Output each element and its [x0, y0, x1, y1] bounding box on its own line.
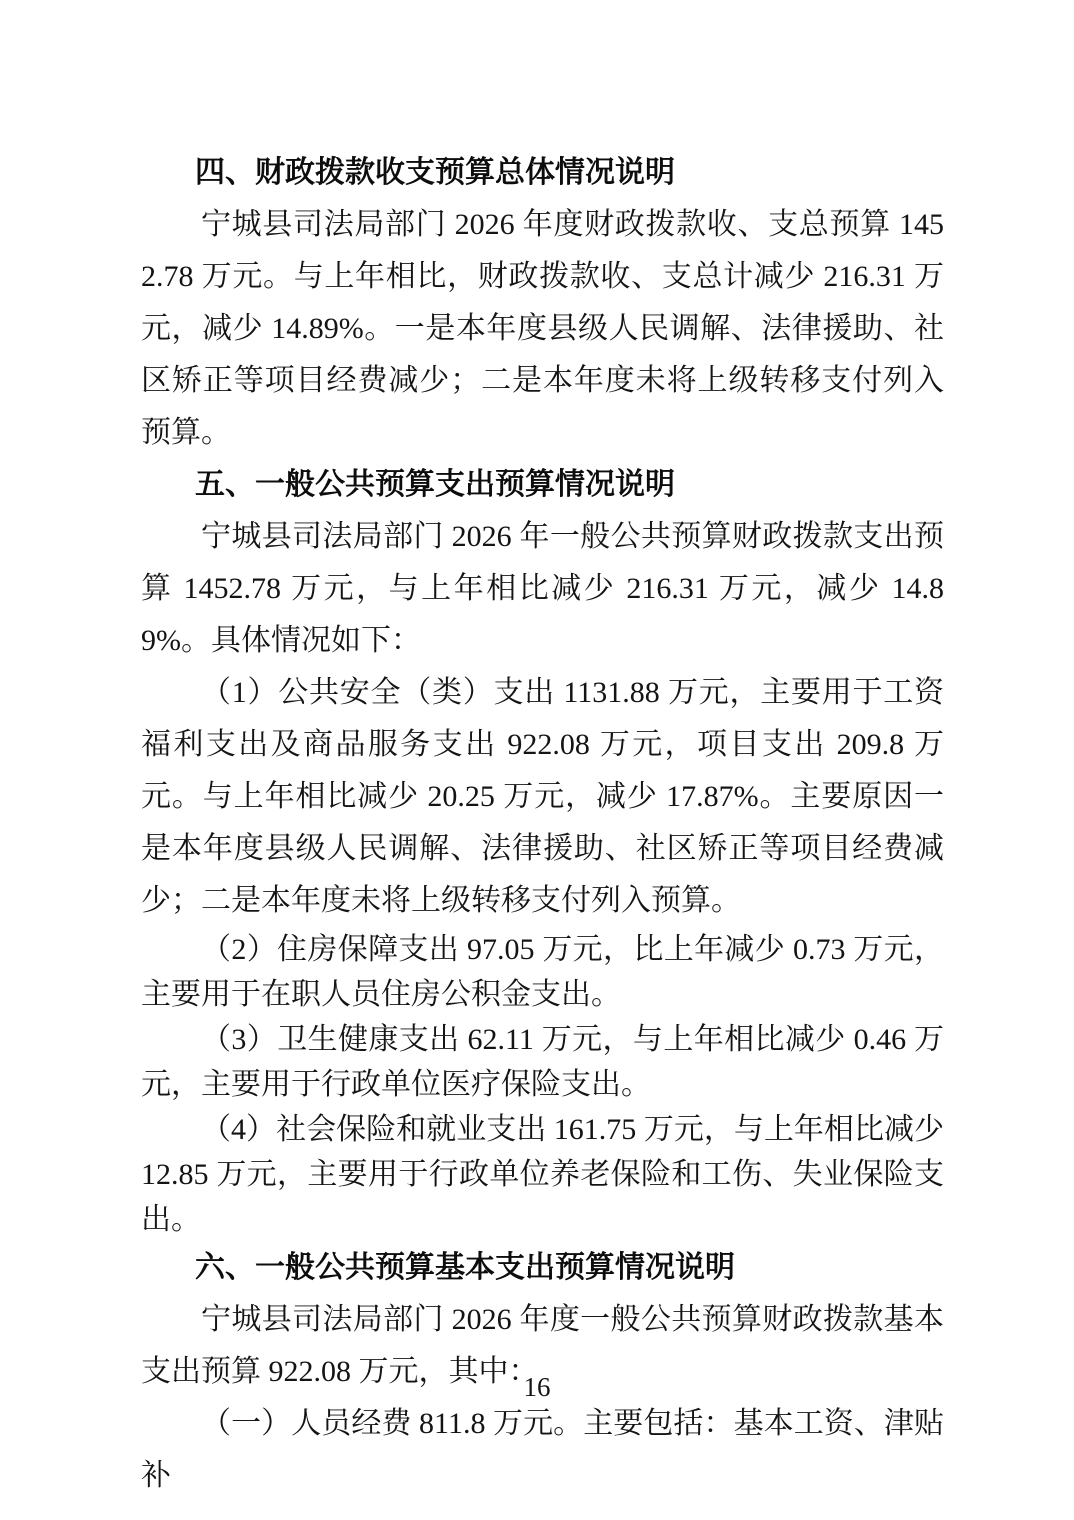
para-personnel-expense: （一）人员经费 811.8 万元。主要包括：基本工资、津贴补: [141, 1407, 944, 1492]
para-basic-expenditure-summary: 宁城县司法局部门 2026 年度一般公共预算财政拨款基本支出预算 922.08 万元，其中：: [141, 1303, 944, 1388]
document-content: [141, 147, 944, 1502]
para-item-1-public-safety-expenditure: （1）公共安全（类）支出 1131.88 万元，主要用于工资福利支出及商品服务支出 922.08 万元，项目支出 209.8 万元。与上年相比减少 20.25 万元，减少 17.87%。主要原因一是本年度县级人民调解、法律援助、社区矫正等项目经费减少；二是本年度未将上级转移支付列入预算。: [141, 676, 944, 917]
para-fiscal-appropriation-total: 宁城县司法局部门 2026 年度财政拨款收、支总预算 1452.78 万元。与上年相比，财政拨款收、支总计减少 216.31 万元，减少 14.89%。一是本年度县级人民调解、法律援助、社区矫正等项目经费减少；二是本年度未将上级转移支付列入预算。: [141, 208, 944, 449]
heading-section-four-fiscal-appropriation-overview: 四、财政拨款收支预算总体情况说明: [195, 156, 675, 189]
para-item-4-social-insurance-expenditure: （4）社会保险和就业支出 161.75 万元，与上年相比减少 12.85 万元，主要用于行政单位养老保险和工伤、失业保险支出。: [141, 1113, 944, 1236]
page-number: 16: [523, 1372, 551, 1402]
heading-section-five-general-public-budget-expenditure: 五、一般公共预算支出预算情况说明: [195, 468, 675, 501]
heading-section-six-basic-expenditure-budget: 六、一般公共预算基本支出预算情况说明: [195, 1251, 735, 1284]
para-item-2-housing-security-expenditure: （2）住房保障支出 97.05 万元，比上年减少 0.73 万元，主要用于在职人员住房公积金支出。: [141, 933, 944, 1011]
para-general-budget-expenditure-summary: 宁城县司法局部门 2026 年一般公共预算财政拨款支出预算 1452.78 万元，与上年相比减少 216.31 万元，减少 14.89%。具体情况如下：: [141, 520, 944, 657]
para-item-3-health-expenditure: （3）卫生健康支出 62.11 万元，与上年相比减少 0.46 万元，主要用于行政单位医疗保险支出。: [141, 1023, 944, 1101]
